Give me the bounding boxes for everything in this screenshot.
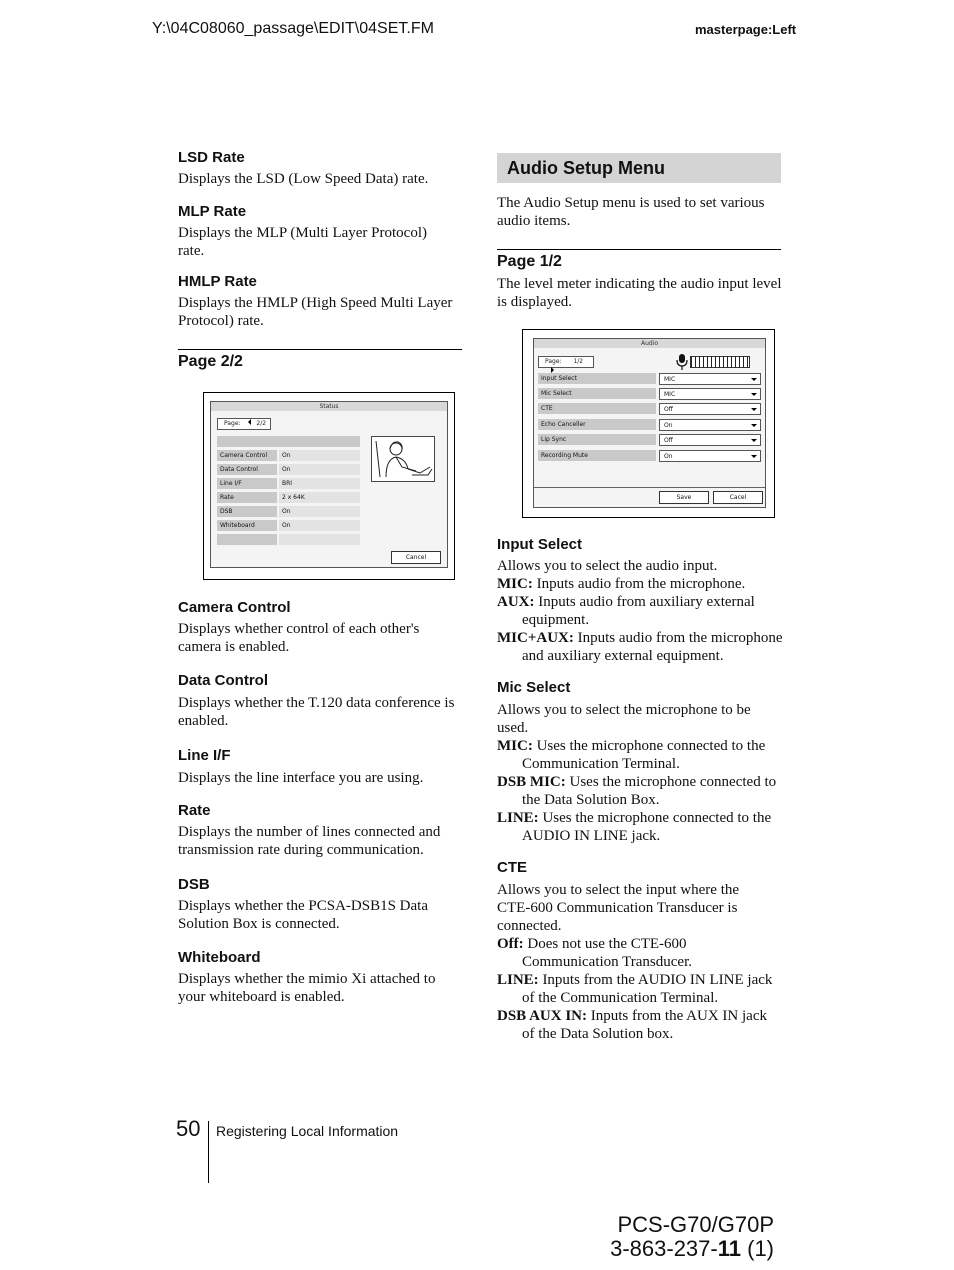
chevron-down-icon bbox=[751, 408, 757, 411]
model-name: PCS-G70/G70P bbox=[617, 1212, 774, 1237]
mic-select-item bbox=[497, 809, 782, 845]
dsb-text: Displays whether the PCSA-DSB1S Data Solution Box is connected. bbox=[178, 898, 428, 932]
left-column-lower bbox=[178, 599, 468, 1006]
status-screen bbox=[203, 392, 455, 580]
status-row-label: Rate bbox=[217, 492, 277, 503]
audio-save-button[interactable]: Save bbox=[659, 491, 709, 504]
status-screen-window bbox=[210, 401, 448, 568]
input-select-heading: Input Select bbox=[497, 536, 583, 553]
recording-mute-dropdown[interactable] bbox=[659, 450, 761, 462]
part-number-suffix: (1) bbox=[741, 1236, 774, 1261]
footer-section-title: Registering Local Information bbox=[216, 1123, 399, 1139]
triangle-left-icon bbox=[248, 419, 251, 425]
mlp-rate-text: Displays the MLP (Multi Layer Protocol) rate. bbox=[178, 225, 427, 259]
status-row-empty-value bbox=[279, 534, 360, 545]
mic-select-value: MIC bbox=[664, 391, 676, 398]
audio-page-box[interactable] bbox=[538, 356, 594, 368]
term: MIC: bbox=[497, 576, 533, 592]
audio-row-label: Echo Canceller bbox=[538, 419, 656, 430]
audio-screen bbox=[522, 329, 775, 518]
status-row-label: DSB bbox=[217, 506, 277, 517]
input-select-text: Allows you to select the audio input. bbox=[497, 558, 718, 574]
desc: Inputs audio from the microphone. bbox=[536, 576, 746, 592]
desc: Does not use the CTE-600 Communication Transducer. bbox=[522, 936, 692, 970]
input-select-value: MIC bbox=[664, 376, 676, 383]
part-number-bold: 11 bbox=[717, 1236, 741, 1261]
term: DSB MIC: bbox=[497, 774, 566, 790]
mlp-rate-heading: MLP Rate bbox=[178, 203, 247, 220]
desc: Inputs from the AUDIO IN LINE jack of the Communication Terminal. bbox=[522, 972, 773, 1006]
left-column bbox=[178, 149, 468, 372]
cte-value: Off bbox=[664, 406, 673, 413]
part-number-prefix: 3-863-237- bbox=[610, 1236, 718, 1261]
desc: Uses the microphone connected to the AUDIO IN LINE jack. bbox=[522, 810, 772, 844]
status-row-label: Whiteboard bbox=[217, 520, 277, 531]
chevron-down-icon bbox=[751, 455, 757, 458]
status-row-label: Camera Control bbox=[217, 450, 277, 461]
line-if-heading: Line I/F bbox=[178, 747, 231, 764]
audio-row-label: Recording Mute bbox=[538, 450, 656, 461]
cte-item bbox=[497, 1007, 782, 1043]
hmlp-rate-text: Displays the HMLP (High Speed Multi Layer Protocol) rate. bbox=[178, 295, 453, 329]
camera-control-text: Displays whether control of each other's camera is enabled. bbox=[178, 621, 420, 655]
echo-canceller-value: On bbox=[664, 422, 673, 429]
audio-page-label: Page: bbox=[545, 358, 562, 365]
header-file-path: Y:\04C08060_passage\EDIT\04SET.FM bbox=[152, 20, 434, 37]
status-page-label: Page: bbox=[224, 420, 241, 427]
cte-item bbox=[497, 971, 782, 1007]
desc: Uses the microphone connected to the Data Solution Box. bbox=[522, 774, 777, 808]
mic-select-item bbox=[497, 773, 782, 809]
mic-select-heading: Mic Select bbox=[497, 679, 571, 696]
term: LINE: bbox=[497, 972, 539, 988]
status-page-box[interactable] bbox=[217, 418, 271, 430]
lsd-rate-heading: LSD Rate bbox=[178, 149, 245, 166]
input-select-item bbox=[497, 593, 782, 629]
cte-text: Allows you to select the input where the CTE-600 Communication Transducer is connected. bbox=[497, 882, 740, 934]
whiteboard-text: Displays whether the mimio Xi attached to your whiteboard is enabled. bbox=[178, 971, 436, 1005]
camera-control-heading: Camera Control bbox=[178, 599, 291, 616]
audio-setup-intro: The Audio Setup menu is used to set various audio items. bbox=[497, 195, 765, 229]
echo-canceller-dropdown[interactable] bbox=[659, 419, 761, 431]
status-row-value: 2 x 64K bbox=[279, 492, 360, 503]
status-screen-title: Status bbox=[211, 402, 447, 411]
page-2-2-heading: Page 2/2 bbox=[178, 349, 462, 372]
status-row-value: On bbox=[279, 520, 360, 531]
audio-level-meter bbox=[690, 356, 750, 368]
status-row-empty-label bbox=[217, 534, 277, 545]
status-row-value: On bbox=[279, 506, 360, 517]
right-column-lower bbox=[497, 536, 782, 1043]
footer-divider bbox=[208, 1121, 209, 1183]
desc: Inputs from the AUX IN jack of the Data Solution box. bbox=[522, 1008, 767, 1042]
page-number: 50 bbox=[176, 1116, 201, 1141]
audio-row-label: Input Select bbox=[538, 373, 656, 384]
audio-screen-divider bbox=[534, 487, 765, 488]
lsd-rate-text: Displays the LSD (Low Speed Data) rate. bbox=[178, 171, 429, 187]
cte-item bbox=[497, 935, 782, 971]
cte-dropdown[interactable] bbox=[659, 403, 761, 415]
mic-select-item bbox=[497, 737, 782, 773]
cte-heading: CTE bbox=[497, 859, 527, 876]
page-1-2-heading: Page 1/2 bbox=[497, 249, 781, 272]
audio-screen-title: Audio bbox=[534, 339, 765, 348]
desc: Inputs audio from the microphone and auxiliary external equipment. bbox=[522, 630, 783, 664]
data-control-text: Displays whether the T.120 data conference is enabled. bbox=[178, 695, 455, 729]
status-row-label: Line I/F bbox=[217, 478, 277, 489]
term: AUX: bbox=[497, 594, 535, 610]
desc: Uses the microphone connected to the Communication Terminal. bbox=[522, 738, 766, 772]
lip-sync-value: Off bbox=[664, 437, 673, 444]
input-select-item bbox=[497, 629, 787, 665]
audio-cancel-button[interactable]: Cacel bbox=[713, 491, 763, 504]
term: MIC+AUX: bbox=[497, 630, 574, 646]
rate-heading: Rate bbox=[178, 802, 211, 819]
input-select-item bbox=[497, 575, 782, 593]
recording-mute-value: On bbox=[664, 453, 673, 460]
right-column bbox=[497, 153, 787, 311]
status-header-band bbox=[217, 436, 360, 447]
term: DSB AUX IN: bbox=[497, 1008, 588, 1024]
whiteboard-heading: Whiteboard bbox=[178, 949, 261, 966]
audio-setup-menu-title: Audio Setup Menu bbox=[497, 153, 781, 183]
microphone-icon bbox=[676, 353, 688, 371]
audio-page-value: 1/2 bbox=[573, 358, 584, 365]
term: Off: bbox=[497, 936, 524, 952]
data-control-heading: Data Control bbox=[178, 672, 268, 689]
status-row-value: On bbox=[279, 450, 360, 461]
chevron-down-icon bbox=[751, 393, 757, 396]
audio-row-label: Lip Sync bbox=[538, 434, 656, 445]
dsb-heading: DSB bbox=[178, 876, 210, 893]
audio-row-label: CTE bbox=[538, 403, 656, 414]
status-row-value: On bbox=[279, 464, 360, 475]
audio-screen-window bbox=[533, 338, 766, 508]
input-select-dropdown[interactable] bbox=[659, 373, 761, 385]
mic-select-dropdown[interactable] bbox=[659, 388, 761, 400]
header-masterpage: masterpage:Left bbox=[695, 22, 797, 37]
chevron-down-icon bbox=[751, 424, 757, 427]
status-row-label: Data Control bbox=[217, 464, 277, 475]
lip-sync-dropdown[interactable] bbox=[659, 434, 761, 446]
part-number bbox=[610, 1236, 774, 1262]
person-illustration-icon bbox=[371, 436, 435, 482]
line-if-text: Displays the line interface you are using. bbox=[178, 770, 424, 786]
audio-row-label: Mic Select bbox=[538, 388, 656, 399]
term: LINE: bbox=[497, 810, 539, 826]
chevron-down-icon bbox=[751, 378, 757, 381]
chevron-down-icon bbox=[751, 439, 757, 442]
status-row-value: BRI bbox=[279, 478, 360, 489]
status-page-value: 2/2 bbox=[256, 420, 267, 427]
page-1-2-text: The level meter indicating the audio input level is displayed. bbox=[497, 276, 782, 310]
status-cancel-button[interactable]: Cancel bbox=[391, 551, 441, 564]
mic-select-text: Allows you to select the microphone to be used. bbox=[497, 702, 751, 736]
term: MIC: bbox=[497, 738, 533, 754]
rate-text: Displays the number of lines connected and transmission rate during communication. bbox=[178, 824, 441, 858]
desc: Inputs audio from auxiliary external equipment. bbox=[522, 594, 755, 628]
hmlp-rate-heading: HMLP Rate bbox=[178, 273, 257, 290]
